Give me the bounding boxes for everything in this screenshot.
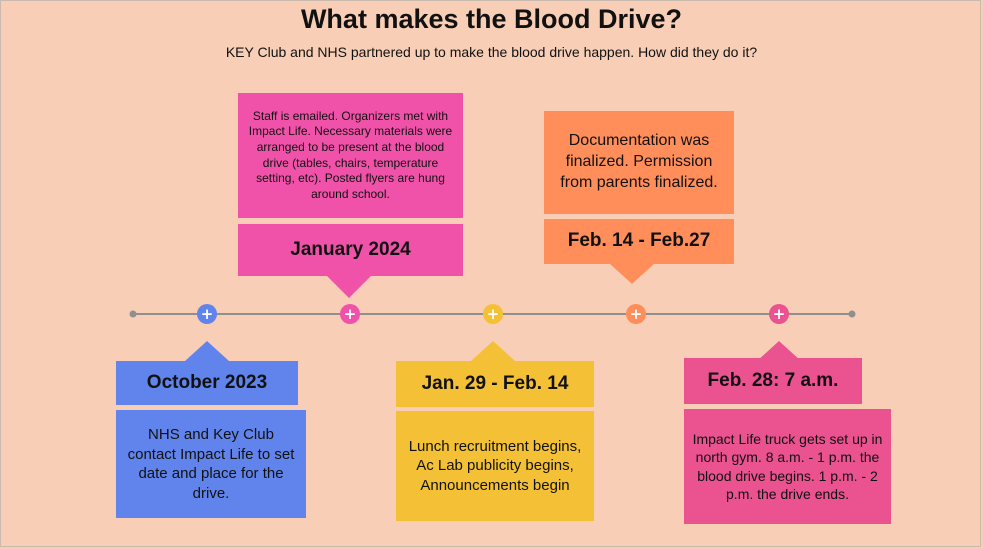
plus-icon: + [629,305,643,323]
event-date-october-2023: October 2023 [116,361,298,405]
event-date-feb28: Feb. 28: 7 a.m. [684,358,862,404]
october-pointer [185,341,229,361]
january-pointer [327,276,371,298]
plus-icon: + [343,305,357,323]
jan-feb-pointer [471,341,515,361]
event-date-feb14-feb27: Feb. 14 - Feb.27 [544,219,734,264]
plus-icon: + [486,305,500,323]
page-subtitle: KEY Club and NHS partnered up to make the blood drive happen. How did they do it? [225,44,758,60]
plus-icon: + [772,305,786,323]
marker-january-2024[interactable] [340,304,360,324]
event-desc-feb28: Impact Life truck gets set up in north gym. 8 a.m. - 1 p.m. the blood drive begins. 1 p.m. - 2 p.m. the drive ends. [684,409,891,524]
timeline-start-dot [130,311,137,318]
marker-feb28[interactable] [769,304,789,324]
marker-october-2023[interactable] [197,304,217,324]
event-desc-jan29-feb14: Lunch recruitment begins, Ac Lab publicity begins, Announcements begin [396,411,594,521]
event-desc-october-2023: NHS and Key Club contact Impact Life to set date and place for the drive. [116,410,306,518]
event-date-january-2024: January 2024 [238,224,463,276]
marker-feb14-feb27[interactable] [626,304,646,324]
feb14-pointer [610,264,654,284]
page-title: What makes the Blood Drive? [300,4,683,34]
event-desc-feb14-feb27: Documentation was finalized. Permission from parents finalized. [544,111,734,214]
timeline-end-dot [849,311,856,318]
marker-jan29-feb14[interactable] [483,304,503,324]
plus-icon: + [200,305,214,323]
event-date-jan29-feb14: Jan. 29 - Feb. 14 [396,361,594,407]
event-desc-january-2024: Staff is emailed. Organizers met with Impact Life. Necessary materials were arranged to be present at the blood drive (tables, chairs, temperature setting, etc). Posted flyers are hung around school. [238,93,463,218]
